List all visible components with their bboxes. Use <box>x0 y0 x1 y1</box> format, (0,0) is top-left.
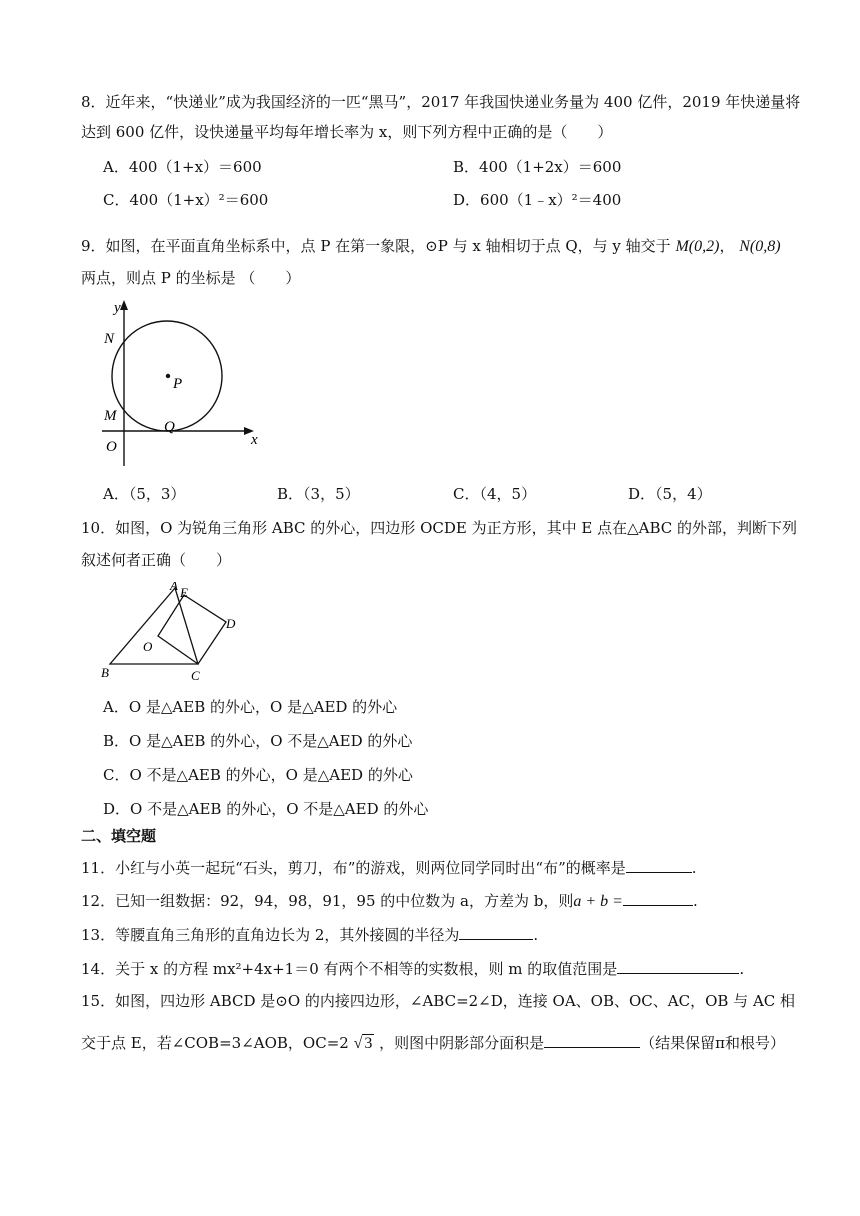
q9-option-c: C．（4，5） <box>453 485 537 503</box>
q9-figure <box>98 300 268 472</box>
q15-text-c: （结果保留π和根号） <box>640 1034 786 1052</box>
q8-line2: 达到 600 亿件，设快递量平均每年增长率为 x，则下列方程中正确的是（ ） <box>81 123 613 141</box>
point-n: N(0,8) <box>739 238 781 255</box>
d-label: D <box>226 616 236 631</box>
q9-text: 9．如图，在平面直角坐标系中，点 P 在第一象限，⊙P 与 x 轴相切于点 Q，与 y 轴交于 <box>81 237 671 255</box>
p-label: P <box>173 376 183 392</box>
q15-line2 <box>81 1031 785 1054</box>
sqrt-3: √ 3 <box>353 1035 373 1052</box>
o-label: O <box>106 439 117 455</box>
q11-end: . <box>691 859 697 877</box>
square-ocde <box>158 595 226 664</box>
q12-text: 12．已知一组数据：92，94，98，91，95 的中位数为 a，方差为 b，则 <box>81 892 574 910</box>
q10-figure <box>98 582 248 682</box>
q10-option-b: B．O 是△AEB 的外心，O 不是△AED 的外心 <box>103 732 413 750</box>
point-m: M(0,2) <box>675 238 720 255</box>
q10-line2: 叙述何者正确（ ） <box>81 551 232 569</box>
x-label: x <box>251 432 258 448</box>
q15-text-a: 交于点 E，若∠COB=3∠AOB，OC=2 <box>81 1034 349 1052</box>
q12 <box>81 889 698 912</box>
q14-answer-blank[interactable] <box>617 957 739 974</box>
q8-option-a: A．400（1+x）＝600 <box>103 158 262 176</box>
q14-end: . <box>739 960 745 978</box>
q13-end: . <box>533 926 539 944</box>
y-axis-arrow <box>120 300 128 310</box>
q14 <box>81 957 744 979</box>
q13 <box>81 923 538 945</box>
q10-line1: 10．如图，O 为锐角三角形 ABC 的外心，四边形 OCDE 为正方形，其中 E 点在△ABC 的外部，判断下列 <box>81 519 797 537</box>
sqrt-radicand: 3 <box>364 1035 373 1052</box>
q13-text: 13．等腰直角三角形的直角边长为 2，其外接圆的半径为 <box>81 926 460 944</box>
q12-answer-blank[interactable] <box>623 889 693 906</box>
q13-answer-blank[interactable] <box>459 923 533 940</box>
q11-text: 11．小红与小英一起玩“石头，剪刀，布”的游戏，则两位同学同时出“布”的概率是 <box>81 859 626 877</box>
a-label: A <box>170 582 178 593</box>
section-heading: 二、填空题 <box>81 827 157 845</box>
q15-text-b: ，则图中阴影部分面积是 <box>379 1034 545 1052</box>
q10-option-a: A．O 是△AEB 的外心，O 是△AED 的外心 <box>103 698 398 716</box>
q8-line1: 8．近年来，“快递业”成为我国经济的一匹“黑马”，2017 年我国快递业务量为 400 亿件，2019 年快递量将 <box>81 93 801 111</box>
q11 <box>81 856 697 878</box>
q9-line1: 9．如图，在平面直角坐标系中，点 P 在第一象限，⊙P 与 x 轴相切于点 Q，与 y 轴交于 M(0,2)， N(0,8) <box>81 237 781 255</box>
q8-option-c: C．400（1+x）²＝600 <box>103 191 269 209</box>
e-label: E <box>180 585 188 600</box>
q8-option-b: B．400（1+2x）＝600 <box>453 158 622 176</box>
q10-option-d: D．O 不是△AEB 的外心，O 不是△AED 的外心 <box>103 800 429 818</box>
q15-line1: 15．如图，四边形 ABCD 是⊙O 的内接四边形，∠ABC=2∠D，连接 OA、OB、OC、AC，OB 与 AC 相 <box>81 992 796 1010</box>
center-p-dot <box>166 374 170 378</box>
q9-option-a: A．（5，3） <box>103 485 186 503</box>
n-label: N <box>104 331 115 347</box>
y-label: y <box>114 300 121 316</box>
q9-line2: 两点，则点 P 的坐标是 （ ） <box>81 269 301 287</box>
q9-option-b: B．（3，5） <box>277 485 360 503</box>
m-label: M <box>104 408 117 424</box>
q-label: Q <box>164 419 175 435</box>
o-label-10: O <box>143 639 153 654</box>
q9-option-d: D．（5，4） <box>628 485 712 503</box>
q14-text: 14．关于 x 的方程 mx²+4x+1＝0 有两个不相等的实数根，则 m 的取值范围是 <box>81 960 618 978</box>
q12-end: . <box>692 892 698 910</box>
q10-option-c: C．O 不是△AEB 的外心，O 是△AED 的外心 <box>103 766 413 784</box>
q8-option-d: D．600（1﹣x）²＝400 <box>453 191 622 209</box>
b-label: B <box>101 665 109 680</box>
c-label: C <box>191 668 200 682</box>
q12-expr: a + b = <box>573 893 623 910</box>
q15-answer-blank[interactable] <box>544 1031 640 1048</box>
q11-answer-blank[interactable] <box>626 856 692 873</box>
